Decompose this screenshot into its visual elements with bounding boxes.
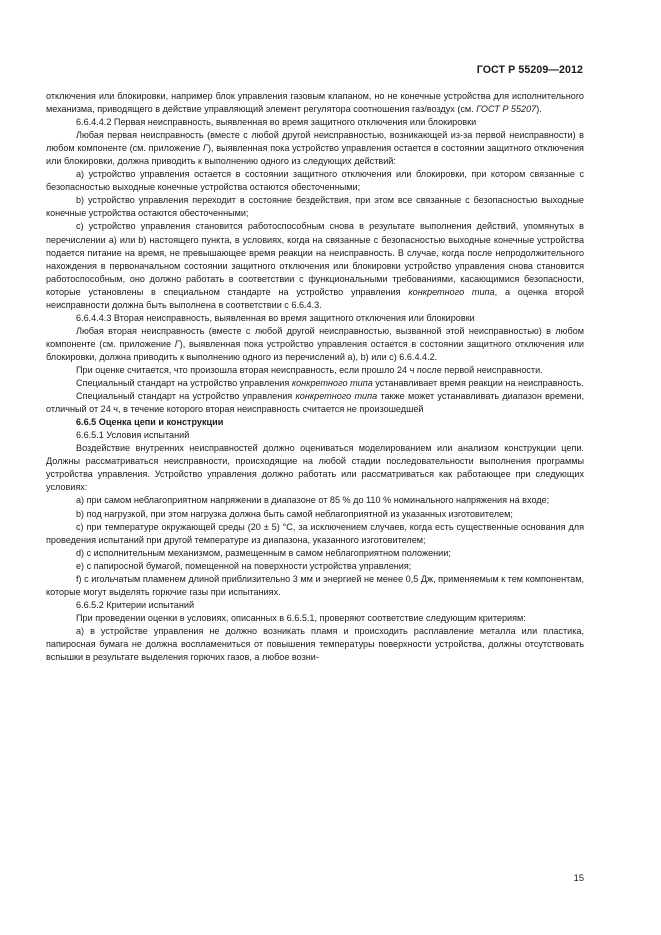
text-run: a) устройство управления остается в состоянии защитного отключения или блокировки, при котором связанные с безопасностью выходные конечные устройства остаются обесточенными; [46,169,584,193]
text-run: e) с папиросной бумагой, помещенной на поверхности устройства управления; [76,560,412,571]
paragraph-p7 [46,325,584,364]
paragraph-p8 [46,364,584,377]
paragraph-p3 [46,168,584,194]
paragraph-p15 [46,508,584,521]
paragraph-p1 [46,116,584,129]
paragraph-p5 [46,220,584,311]
paragraph-p18 [46,560,584,573]
text-run: При проведении оценки в условиях, описанных в 6.6.5.1, проверяют соответствие следующим критериям: [76,612,526,623]
text-run: 6.6.4.4.3 Вторая неисправность, выявленная во время защитного отключения или блокировки [76,312,475,323]
paragraph-p16 [46,521,584,547]
paragraph-p17 [46,547,584,560]
text-run: Любая вторая неисправность (вместе с любой другой неисправностью, вызванной этой неисправностью) в любом компоненте (см. приложение [46,325,584,349]
text-run: c) устройство управления становится работоспособным снова в результате выполнения действий, упомянутых в перечислении a) или b) настоящего пункта, в условиях, когда на связанные с безопасностью выходные конечные устройства подается питание на время, не превышающее время реакции на неисправность. В случае, когда после непродолжительного нахождения в первоначальном состоянии защитного отключения или блокировки устройство управления снова становится работоспособным, оно должно работать в соответствии с функциональными требованиями, касающимися безопасности, которые установлены в специальном стандарте на устройство управления [46,221,584,297]
text-run: конкретного типа [408,286,495,297]
text-run: f) с игольчатым пламенем длиной приблизительно 3 мм и энергией не менее 0,5 Дж, применяемым к тем компонентам, которые могут выделять горючие газы при испытаниях. [46,573,584,597]
page-number: 15 [573,873,584,883]
paragraph-p20 [46,599,584,612]
text-run: ). [536,104,542,115]
text-run: b) под нагрузкой, при этом нагрузка должна быть самой неблагоприятной из указанных изготовителем; [76,508,513,519]
paragraph-p2 [46,129,584,168]
paragraph-p0 [46,90,584,116]
text-run: также может устанавливать диапазон времени, отличный от 24 ч, в течение которого вторая неисправность считается не произошедшей [46,391,584,415]
text-run: Любая первая неисправность (вместе с любой другой неисправностью, возникающей из-за первой неисправности) в любом компоненте (см. приложение [46,130,584,154]
text-run: При оценке считается, что произошла вторая неисправность, если прошло 24 ч после первой неисправности. [76,364,543,375]
text-run: c) при температуре окружающей среды (20 ± 5) °С, за исключением случаев, когда есть существенные основания для проведения испытаний при другой температуре из диапазона, указанного изготовителем; [46,521,584,545]
paragraph-p4 [46,194,584,220]
text-run: Воздействие внутренних неисправностей должно оцениваться моделированием или анализом конструкции цепи. Должны рассматриваться неисправности, происходящие на любой стадии последовательности выполнения программы устройства управления. Устройство управления должно работать или рассматриваться как работающее при следующих условиях: [46,443,584,493]
paragraph-p14 [46,494,584,507]
text-run: ), выявленная пока устройство управления остается в состоянии защитного отключения или блокировки, должна приводить к выполнению одного из следующих действий: [46,143,584,167]
text-run: a) в устройстве управления не должно возникать пламя и происходить расплавление металла или пластика, папиросная бумага не должна воспламениться от повышения температуры поверхности устройства, должны отсутствовать вспышки в результате выделения горючих газов, а любое возни- [46,625,584,663]
text-run: Специальный стандарт на устройство управления [76,391,296,402]
paragraph-p9 [46,377,584,390]
text-run: отключения или блокировки, например блок управления газовым клапаном, но не конечные устройства для исполнительного механизма, приводящего в действие управляющий элемент регулятора соотношения газ/воздух (см. [46,91,584,115]
paragraph-p12 [46,429,584,442]
text-run: Г [203,143,208,154]
text-run: конкретного типа [291,378,373,389]
paragraph-p21 [46,612,584,625]
text-run: Г [174,338,180,349]
text-run: ГОСТ Р 55207 [476,104,537,115]
text-run: , а оценка второй неисправности должна быть выполнена в соответствии с 6.6.4.3. [46,286,584,310]
document-body [46,90,584,664]
text-run: 6.6.4.4.2 Первая неисправность, выявленная во время защитного отключения или блокировки [76,117,477,128]
text-run: d) с исполнительным механизмом, размещенным в самом неблагоприятном положении; [76,547,451,558]
text-run: устанавливает время реакции на неисправность. [372,378,584,389]
text-run: b) устройство управления переходит в состояние бездействия, при этом все связанные с безопасностью выходные конечные устройства остаются обесточенными; [46,195,584,219]
text-run: a) при самом неблагоприятном напряжении в диапазоне от 85 % до 110 % номинального напряжения на входе; [76,495,550,506]
text-run: конкретного типа [295,391,378,402]
paragraph-p19 [46,573,584,599]
paragraph-p22 [46,625,584,664]
text-run: ), выявленная пока устройство управления остается в состоянии защитного отключения или блокировки, должна приводить к выполнению одного из перечислений a), b) или c) 6.6.4.4.2. [46,338,584,362]
paragraph-p11 [46,416,584,429]
text-run: 6.6.5.2 Критерии испытаний [76,599,195,610]
paragraph-p6 [46,312,584,325]
text-run: 6.6.5.1 Условия испытаний [76,430,190,441]
paragraph-p13 [46,442,584,494]
text-run: 6.6.5 Оценка цепи и конструкции [76,417,224,428]
text-run: Специальный стандарт на устройство управления [76,378,292,389]
document-code: ГОСТ Р 55209—2012 [476,64,583,76]
paragraph-p10 [46,390,584,416]
